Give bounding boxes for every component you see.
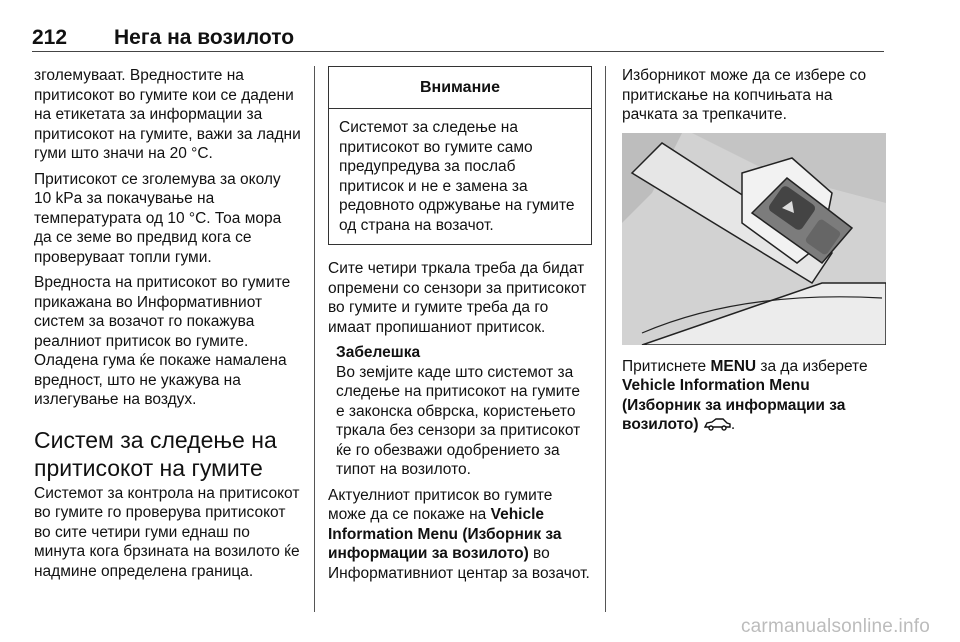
paragraph [328, 486, 592, 584]
note-text: Во земјите каде што системот за следење на притисокот на гумите е законска обврска, користењето тркала без сензори за притисокот ќе го обезважи одобрението за типот на возилото. [336, 363, 581, 478]
header-rule [32, 51, 884, 52]
menu-name: Vehicle Information Menu (Изборник за информации за возилото) [622, 377, 846, 433]
lever-drawing [622, 133, 886, 345]
warning-title: Внимание [329, 67, 591, 109]
paragraph: Вредноста на притисокот во гумите прикажана во Информативниот систем за возачот го покажува реалниот притисок во гумите. Оладена гума ќе покаже намалена вредност, што не укажува на излегување на воздух. [34, 274, 291, 408]
paragraph [622, 357, 890, 437]
paragraph: Притисокот се зголемува за околу 10 kPa за покачување на температурата од 10 °C. Тоа мора да се земе во предвид кога се проверуваат топли гуми. [34, 170, 282, 266]
note-title: Забелешка [336, 344, 421, 361]
paragraph: Системот за контрола на притисокот во гумите го проверува притисокот во сите четири гуми еднаш по минута кога брзината на возилото ќе надмине определена граница. [34, 484, 300, 580]
chapter-title: Нега на возилото [114, 26, 295, 49]
warning-text: Системот за следење на притисокот во гумите само предупредува за послаб притисок и не е замена за редовното одржување на гумите од страна на возачот. [339, 119, 575, 234]
car-icon [703, 417, 731, 437]
turn-signal-lever-illustration [622, 133, 886, 345]
column-right [622, 66, 890, 443]
note-block [328, 343, 592, 480]
column-left [34, 66, 302, 587]
text-span: . [730, 416, 736, 433]
paragraph: зголемуваат. Вредностите на притисокот во гумите кои се дадени на етикетата за информации за притисокот на гумите, важи за ладни гуми што значи на 20 °C. [34, 67, 301, 162]
text-span: за да изберете [756, 357, 868, 375]
section-heading: Систем за следење на притисокот на гумите [34, 426, 277, 481]
watermark: carmanualsonline.info [740, 616, 930, 637]
warning-box [328, 66, 592, 245]
column-divider-2 [605, 66, 606, 612]
menu-button-label: MENU [710, 357, 757, 375]
paragraph: Изборникот може да се избере со притискање на копчињата на рачката за трепкачите. [622, 67, 867, 123]
text-span: Актуелниот притисок во гумите може да се покаже на [328, 486, 553, 523]
text-span: во Информативниот центар за возачот. [328, 545, 590, 582]
text-span: Притиснете [622, 357, 711, 375]
paragraph: Сите четири тркала треба да бидат опремени со сензори за притисокот во гумите и гумите треба да го имаат пропишаниот притисок. [328, 260, 587, 336]
column-divider-1 [314, 66, 315, 612]
column-middle [328, 66, 592, 589]
menu-name: Vehicle Information Menu (Изборник за информации за возилото) [328, 506, 562, 562]
page-number: 212 [32, 26, 68, 49]
